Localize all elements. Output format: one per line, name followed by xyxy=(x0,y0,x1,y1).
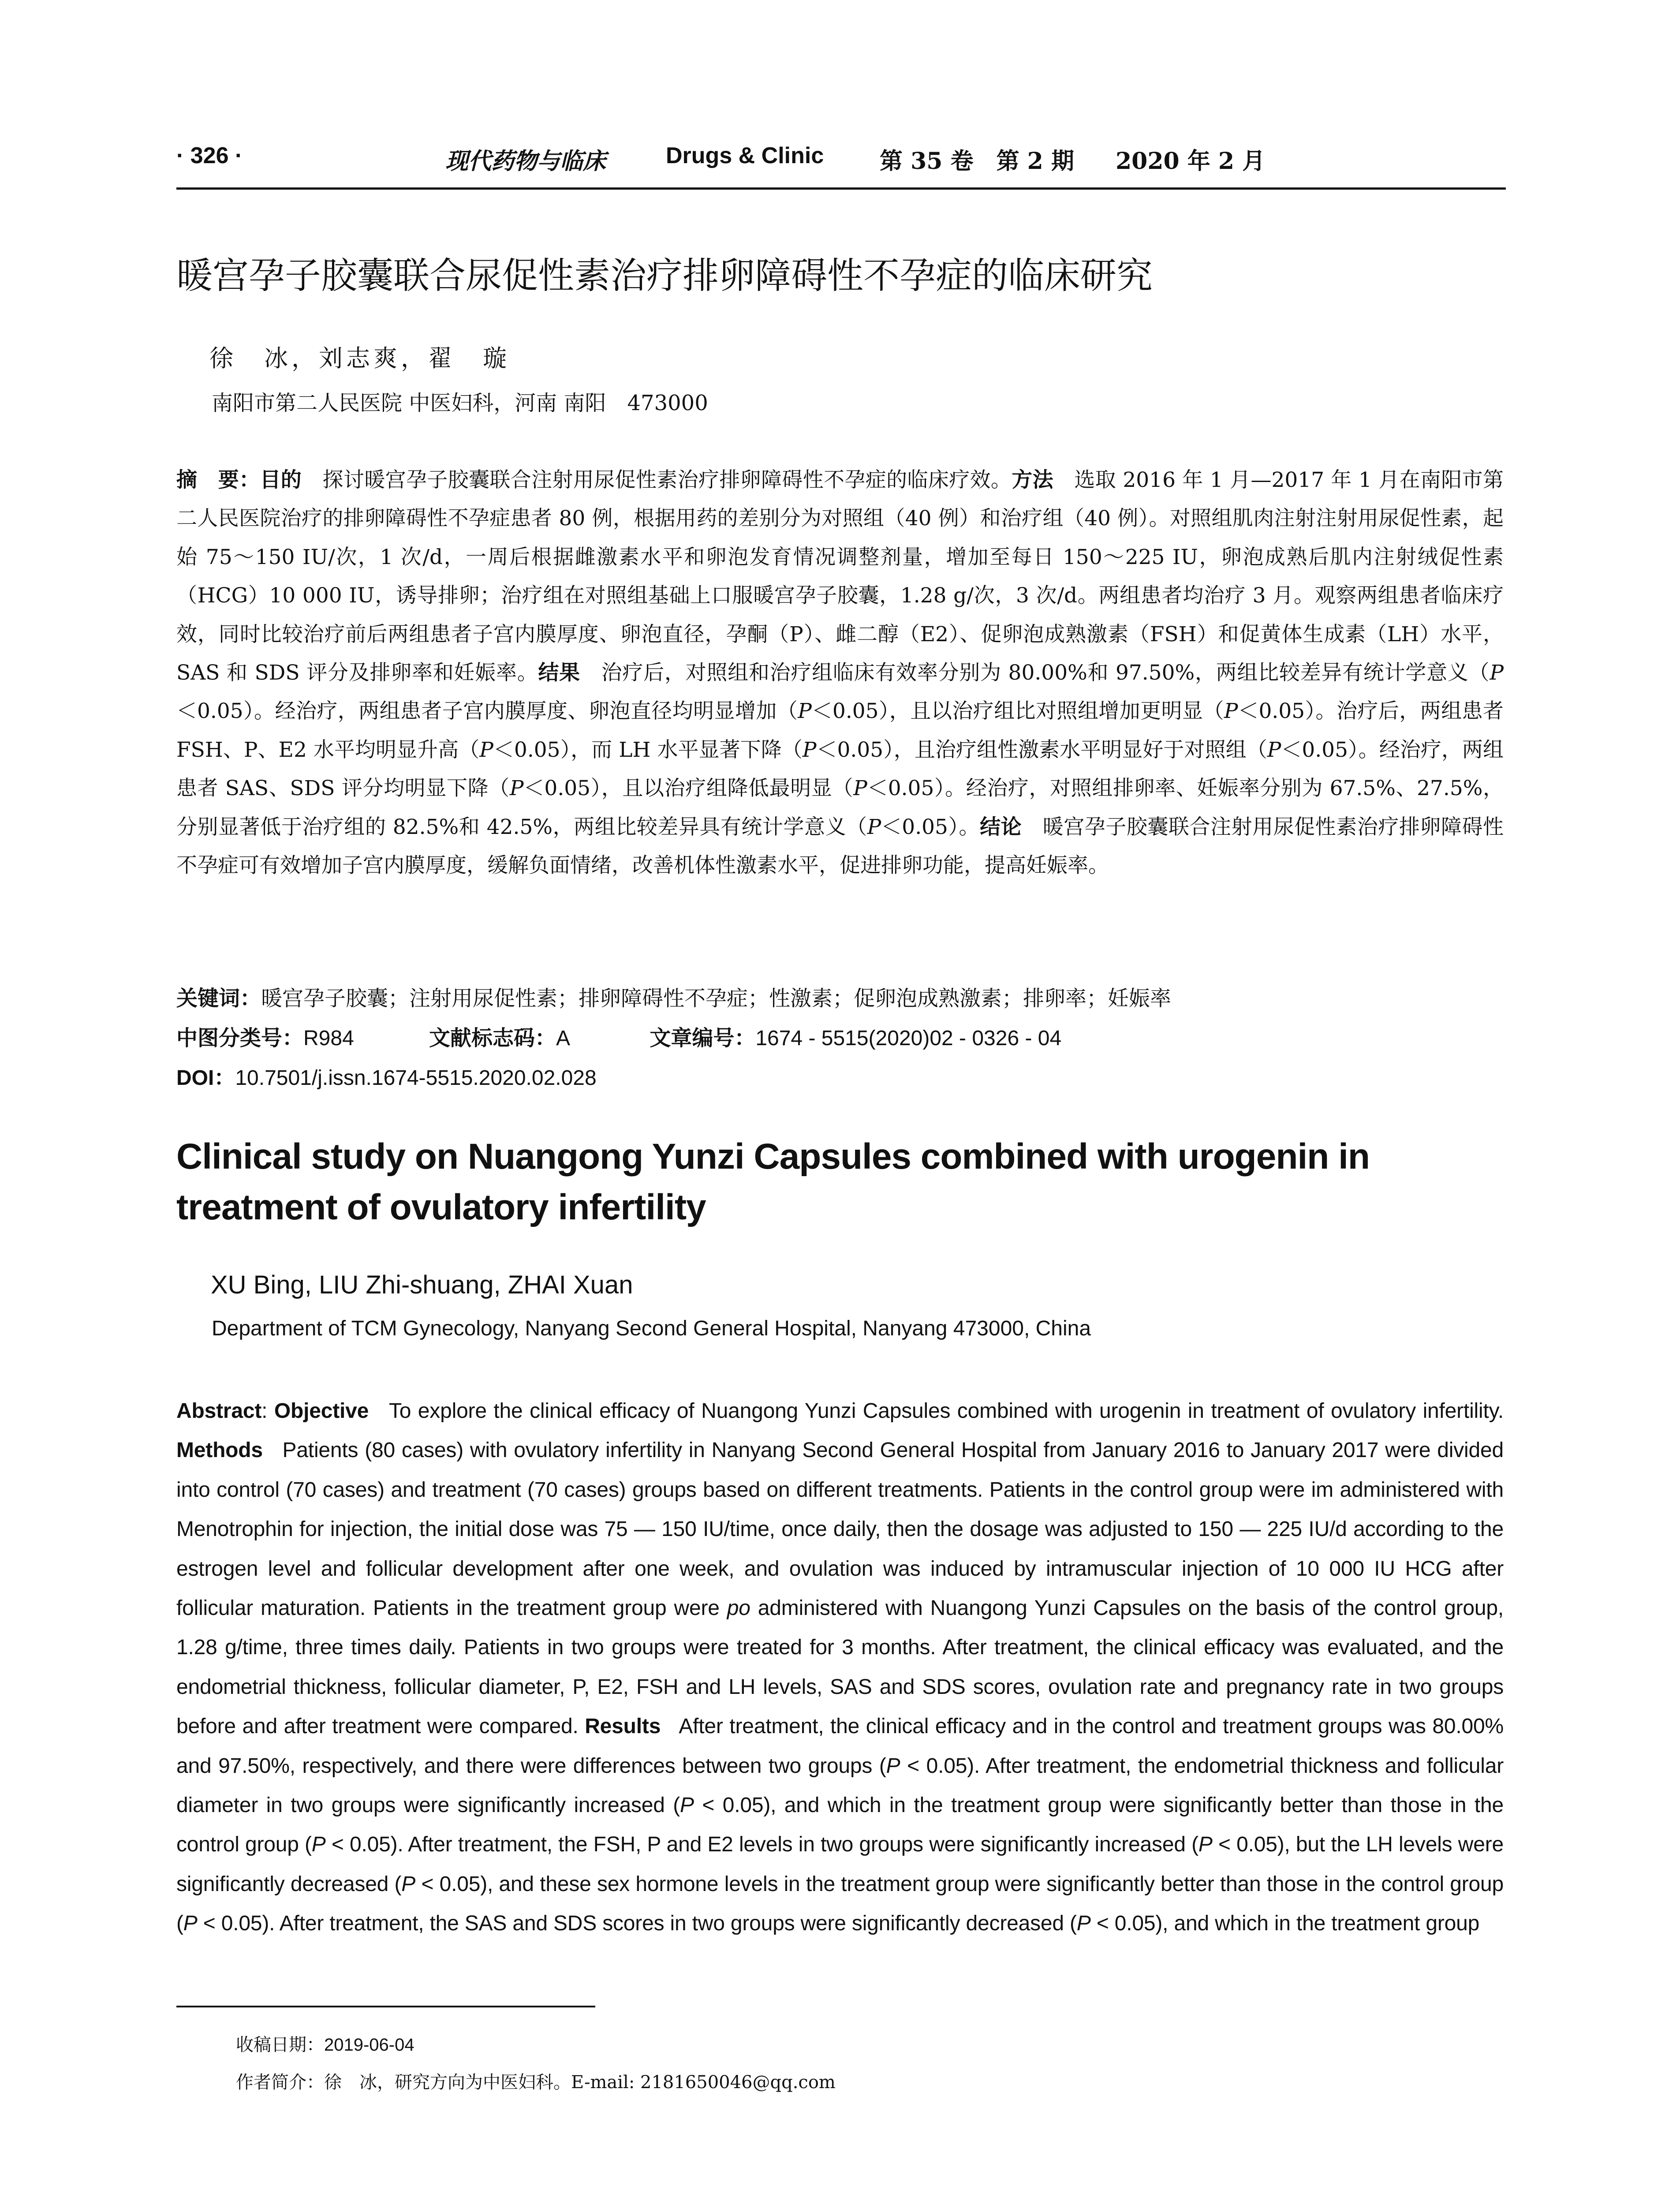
results-text-en: < 0.05), and which in the treatment group were significantly better than those in the control group ( xyxy=(176,1794,1504,1857)
author-bio-note xyxy=(236,2068,836,2093)
results-text-en: < 0.05), but the LH levels were significantly decreased ( xyxy=(176,1833,1504,1896)
results-text-cn: ＜0.05），而 LH 水平显著下降（ xyxy=(493,737,803,762)
classification-line xyxy=(176,1021,1504,1051)
footnote-divider xyxy=(176,2006,595,2007)
p-value-symbol: P xyxy=(479,737,493,762)
methods-label-en: Methods xyxy=(176,1439,263,1462)
results-label-cn: 结果 xyxy=(538,661,580,685)
doi-value[interactable]: 10.7501/j.issn.1674-5515.2020.02.028 xyxy=(235,1066,597,1090)
p-value-symbol: P xyxy=(1490,661,1504,685)
abstract-label-en: Abstract xyxy=(176,1399,262,1423)
clc-label: 中图分类号： xyxy=(176,1026,304,1050)
results-text-cn: ＜0.05）。经治疗，对照组排卵率、妊娠率分别为 67.5%、27.5%，分别显著低于治疗组的 82.5%和 42.5%，两组比较差异具有统计学意义（ xyxy=(176,776,1504,839)
po-abbrev: po xyxy=(727,1596,750,1620)
results-text-cn: ＜0.05）。 xyxy=(881,815,980,839)
results-text-en: < 0.05), and which in the treatment group xyxy=(1096,1912,1480,1936)
author-bio-value: 徐 冰，研究方向为中医妇科。E-mail: 2181650046@qq.com xyxy=(324,2072,836,2093)
p-value-symbol: P xyxy=(680,1794,694,1817)
issue-date: 2020 年 2 月 xyxy=(1116,148,1266,175)
doc-code-label: 文献标志码： xyxy=(429,1026,556,1050)
results-label-en: Results xyxy=(585,1715,661,1738)
doi-label: DOI： xyxy=(176,1066,235,1090)
volume-issue: 第 35 卷 第 2 期 xyxy=(880,148,1074,175)
results-text-en: After treatment, the clinical efficacy and in the control and treatment groups was 80.00% and 97.50%, respectively, and there were differences between two groups ( xyxy=(176,1715,1504,1778)
p-value-symbol: P xyxy=(183,1912,198,1936)
received-label: 收稿日期： xyxy=(236,2035,324,2055)
authors-cn: 徐 冰，刘志爽，翟 璇 xyxy=(209,344,510,372)
paper-title-cn: 暖宫孕子胶囊联合尿促性素治疗排卵障碍性不孕症的临床研究 xyxy=(176,255,1153,297)
abstract-label-cn: 摘 要： xyxy=(176,468,260,492)
abstract-en: Abstract: Objective To explore the clinical efficacy of Nuangong Yunzi Capsules combined with urogenin in treatment of ovulatory infertility. Methods Patients (80 cases) with ovulatory infertility in Nanyang Second General Hospital from January 2016 to January 2017 were divided into control (70 cases) and treatment (70 cases) groups based on different treatments. Patients in the control group were im administered with Menotrophin for injection, the initial dose was 75 — 150 IU/time, once daily, then the dosage was adjusted to 150 — 225 IU/d according to the estrogen level and follicular development after one week, and ovulation was induced by intramuscular injection of 10 000 IU HCG after follicular maturation. Patients in the treatment group were po administered with Nuangong Yunzi Capsules on the basis of the control group, 1.28 g/time, three times daily. Patients in two groups were treated for 3 months. After treatment, the clinical efficacy was evaluated, and the endometrial thickness, follicular diameter, P, E2, FSH and LH levels, SAS and SDS scores, ovulation rate and pregnancy rate in two groups before and after treatment were compared. Results After treatment, the clinical efficacy and in the control and treatment groups was 80.00% and 97.50%, respectively, and there were differences between two groups (P < 0.05). After treatment, the endometrial thickness and follicular diameter in two groups were significantly increased (P < 0.05), and which in the treatment group were significantly better than those in the control group (P < 0.05). After treatment, the FSH, P and E2 levels in two groups were significantly increased (P < 0.05), but the LH levels were significantly decreased (P < 0.05), and these sex hormone levels in the treatment group were significantly better than those in the control group (P < 0.05). After treatment, the SAS and SDS scores in two groups were significantly decreased (P < 0.05), and which in the treatment group xyxy=(176,1399,1504,1936)
page-number: · 326 · xyxy=(176,143,243,168)
p-value-symbol: P xyxy=(853,776,867,801)
received-date-note xyxy=(236,2031,414,2056)
keywords-label: 关键词： xyxy=(176,986,261,1011)
p-value-symbol: P xyxy=(798,699,812,724)
results-text-cn: ＜0.05）。经治疗，两组患者 SAS、SDS 评分均明显下降（ xyxy=(176,737,1504,801)
affiliation-cn: 南阳市第二人民医院 中医妇科，河南 南阳 473000 xyxy=(212,391,708,415)
author-bio-label: 作者简介： xyxy=(236,2072,324,2093)
doc-code-value: A xyxy=(556,1027,571,1050)
article-no-label: 文章编号： xyxy=(650,1026,756,1050)
keywords-line xyxy=(176,981,1504,1012)
p-value-symbol: P xyxy=(1198,1833,1213,1857)
p-value-symbol: P xyxy=(886,1754,900,1778)
article-no-value: 1674 - 5515(2020)02 - 0326 - 04 xyxy=(755,1027,1062,1050)
journal-name-en: Drugs & Clinic xyxy=(666,143,824,168)
p-value-symbol: P xyxy=(867,815,881,839)
results-text-cn: ＜0.05），且以治疗组比对照组增加更明显（ xyxy=(811,699,1224,724)
results-text-en: < 0.05), and these sex hormone levels in the treatment group were significantly better than those in the control group ( xyxy=(176,1872,1504,1936)
conclusion-text-cn: 暖宫孕子胶囊联合注射用尿促性素治疗排卵障碍性不孕症可有效增加子宫内膜厚度，缓解负面情绪，改善机体性激素水平，促进排卵功能，提高妊娠率。 xyxy=(176,815,1504,878)
objective-text-cn: 探讨暖宫孕子胶囊联合注射用尿促性素治疗排卵障碍性不孕症的临床疗效。 xyxy=(302,468,1012,492)
results-text-en: < 0.05). After treatment, the FSH, P and E2 levels in two groups were significantly increased ( xyxy=(331,1833,1198,1857)
objective-text-en: To explore the clinical efficacy of Nuangong Yunzi Capsules combined with urogenin in treatment of ovulatory infertility. xyxy=(388,1399,1504,1423)
objective-label-cn: 目的 xyxy=(260,468,302,492)
results-text-en: < 0.05). After treatment, the SAS and SDS scores in two groups were significantly decreased ( xyxy=(203,1912,1077,1936)
results-text-cn: ＜0.05），且治疗组性激素水平明显好于对照组（ xyxy=(816,737,1267,762)
results-text-cn: 治疗后，对照组和治疗组临床有效率分别为 80.00%和 97.50%，两组比较差异有统计学意义（ xyxy=(580,661,1490,685)
objective-label-en: Objective xyxy=(274,1399,369,1423)
p-value-symbol: P xyxy=(802,737,817,762)
results-text-cn: ＜0.05），且以治疗组降低最明显（ xyxy=(523,776,854,801)
results-text-en: < 0.05). After treatment, the endometrial thickness and follicular diameter in two groups were significantly increased ( xyxy=(176,1754,1504,1817)
affiliation-en: Department of TCM Gynecology, Nanyang Second General Hospital, Nanyang 473000, China xyxy=(212,1317,1091,1340)
methods-text-en: administered with Nuangong Yunzi Capsules on the basis of the control group, 1.28 g/time, three times daily. Patients in two groups were treated for 3 months. After treatment, the clinical efficacy was evaluated, and the endometrial thickness, follicular diameter, P, E2, FSH and LH levels, SAS and SDS scores, ovulation rate and pregnancy rate in two groups before and after treatment were compared. xyxy=(176,1596,1504,1738)
methods-text-cn: 选取 2016 年 1 月—2017 年 1 月在南阳市第二人民医院治疗的排卵障碍性不孕症患者 80 例，根据用药的差别分为对照组（40 例）和治疗组（40 例）。对照组肌肉注射注射用尿促性素，起始 75～150 IU/次，1 次/d，一周后根据雌激素水平和卵泡发育情况调整剂量，增加至每日 150～225 IU，卵泡成熟后肌内注射绒促性素（HCG）10 000 IU，诱导排卵；治疗组在对照组基础上口服暖宫孕子胶囊，1.28 g/次，3 次/d。两组患者均治疗 3 月。观察两组患者临床疗效，同时比较治疗前后两组患者子宫内膜厚度、卵泡直径，孕酮（P）、雌二醇（E2）、促卵泡成熟激素（FSH）和促黄体生成素（LH）水平，SAS 和 SDS 评分及排卵率和妊娠率。 xyxy=(176,468,1504,685)
abstract-cn xyxy=(176,461,1504,885)
methods-label-cn: 方法 xyxy=(1012,468,1053,492)
doi-line xyxy=(176,1061,1504,1091)
conclusion-label-cn: 结论 xyxy=(980,815,1022,839)
results-text-cn: ＜0.05）。治疗后，两组患者 FSH、P、E2 水平均明显升高（ xyxy=(176,699,1504,762)
running-header xyxy=(176,139,1506,190)
p-value-symbol: P xyxy=(1224,699,1238,724)
methods-text-en: Patients (80 cases) with ovulatory infertility in Nanyang Second General Hospital from January 2016 to January 2017 were divided into control (70 cases) and treatment (70 cases) groups based on different treatments. Patients in the control group were im administered with Menotrophin for injection, the initial dose was 75 — 150 IU/time, once daily, then the dosage was adjusted to 150 — 225 IU/d according to the estrogen level and follicular development after one week, and ovulation was induced by intramuscular injection of 10 000 IU HCG after follicular maturation. Patients in the treatment group were xyxy=(176,1439,1504,1620)
p-value-symbol: P xyxy=(401,1872,416,1896)
journal-name-cn: 现代药物与临床 xyxy=(445,148,606,175)
clc-value: R984 xyxy=(303,1027,354,1050)
keywords-text: 暖宫孕子胶囊；注射用尿促性素；排卵障碍性不孕症；性激素；促卵泡成熟激素；排卵率；妊娠率 xyxy=(261,986,1172,1011)
p-value-symbol: P xyxy=(1267,737,1281,762)
results-text-cn: ＜0.05）。经治疗，两组患者子宫内膜厚度、卵泡直径均明显增加（ xyxy=(176,699,798,724)
p-value-symbol: P xyxy=(311,1833,326,1857)
p-value-symbol: P xyxy=(1076,1912,1091,1936)
paper-title-en: Clinical study on Nuangong Yunzi Capsules combined with urogenin in treatment of ovulatory infertility xyxy=(176,1136,1370,1227)
p-value-symbol: P xyxy=(509,776,524,801)
authors-en: XU Bing, LIU Zhi-shuang, ZHAI Xuan xyxy=(211,1271,633,1299)
received-value: 2019-06-04 xyxy=(324,2035,414,2055)
